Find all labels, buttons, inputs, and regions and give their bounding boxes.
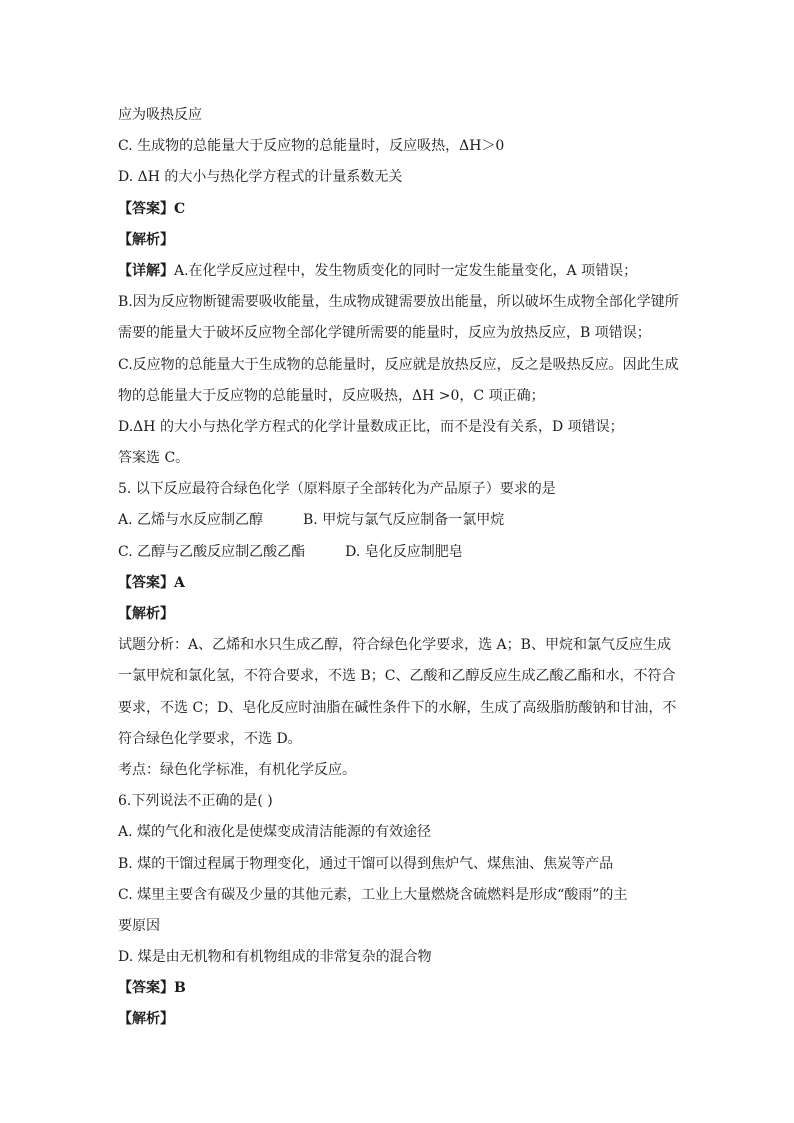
question-6-stem: 6.下列说法不正确的是( ) xyxy=(118,793,273,810)
option-b-line: B. 煤的干馏过程属于物理变化，通过干馏可以得到焦炉气、煤焦油、焦炭等产品 xyxy=(118,855,614,872)
detail-label: 【详解】 xyxy=(118,262,174,279)
option-c: C. 乙醇与乙酸反应制乙酸乙酯 xyxy=(118,543,306,560)
document-page xyxy=(118,100,688,1036)
detail-text: A.在化学反应过程中，发生物质变化的同时一定发生能量变化，A 项错误； xyxy=(174,262,638,279)
text-line: 一氯甲烷和氯化氢，不符合要求，不选 B；C、乙酸和乙醇反应生成乙酸乙酯和水，不符合 xyxy=(118,668,676,685)
answer-label: 【答案】A xyxy=(118,574,185,591)
text-line: C.反应物的总能量大于生成物的总能量时，反应就是放热反应，反之是吸热反应。因此生成 xyxy=(118,356,679,373)
option-b: B. 甲烷与氯气反应制备一氯甲烷 xyxy=(303,512,505,529)
option-d-line: D. 煤是由无机物和有机物组成的非常复杂的混合物 xyxy=(118,949,432,966)
option-c-line: C. 生成物的总能量大于反应物的总能量时，反应吸热，ΔH＞0 xyxy=(118,138,505,155)
text-line: 考点：绿色化学标准，有机化学反应。 xyxy=(118,761,356,778)
text-line: 物的总能量大于反应物的总能量时，反应吸热，ΔH >0，C 项正确； xyxy=(118,387,545,404)
answer-label: 【答案】B xyxy=(118,980,186,997)
text-line: 符合绿色化学要求，不选 D。 xyxy=(118,730,302,747)
option-d-line: D. ΔH 的大小与热化学方程式的计量系数无关 xyxy=(118,169,403,186)
text-line: 要求，不选 C；D、皂化反应时油脂在碱性条件下的水解，生成了高级脂肪酸钠和甘油，不 xyxy=(118,699,677,716)
question-5-options-cd xyxy=(118,537,688,568)
option-c-line: C. 煤里主要含有碳及少量的其他元素，工业上大量燃烧含硫燃料是形成“酸雨”的主 xyxy=(118,886,628,903)
text-line: D.ΔH 的大小与热化学方程式的化学计量数成正比，而不是没有关系，D 项错误； xyxy=(118,418,624,435)
option-a-line: A. 煤的气化和液化是使煤变成清洁能源的有效途径 xyxy=(118,824,432,841)
text-line: 应为吸热反应 xyxy=(118,107,202,123)
option-a: A. 乙烯与水反应制乙醇 xyxy=(118,512,264,529)
analysis-label: 【解析】 xyxy=(118,606,174,622)
text-line: 答案选 C。 xyxy=(118,450,190,467)
analysis-label: 【解析】 xyxy=(118,231,174,248)
detail-line xyxy=(118,256,688,287)
question-5-options-ab xyxy=(118,505,688,536)
text-line: B.因为反应物断键需要吸收能量，生成物成键需要放出能量，所以破坏生成物全部化学键所 xyxy=(118,294,679,311)
option-d: D. 皂化反应制肥皂 xyxy=(345,543,463,560)
text-line: 需要的能量大于破坏反应物全部化学键所需要的能量时，反应为放热反应，B 项错误； xyxy=(118,325,651,342)
question-5-stem: 5. 以下反应最符合绿色化学（原料原子全部转化为产品原子）要求的是 xyxy=(118,481,556,498)
text-line: 试题分析：A、乙烯和水只生成乙醇，符合绿色化学要求，选 A；B、甲烷和氯气反应生成 xyxy=(118,637,671,654)
text-line: 要原因 xyxy=(118,917,160,934)
answer-label: 【答案】C xyxy=(118,200,186,217)
analysis-label: 【解析】 xyxy=(118,1011,174,1028)
